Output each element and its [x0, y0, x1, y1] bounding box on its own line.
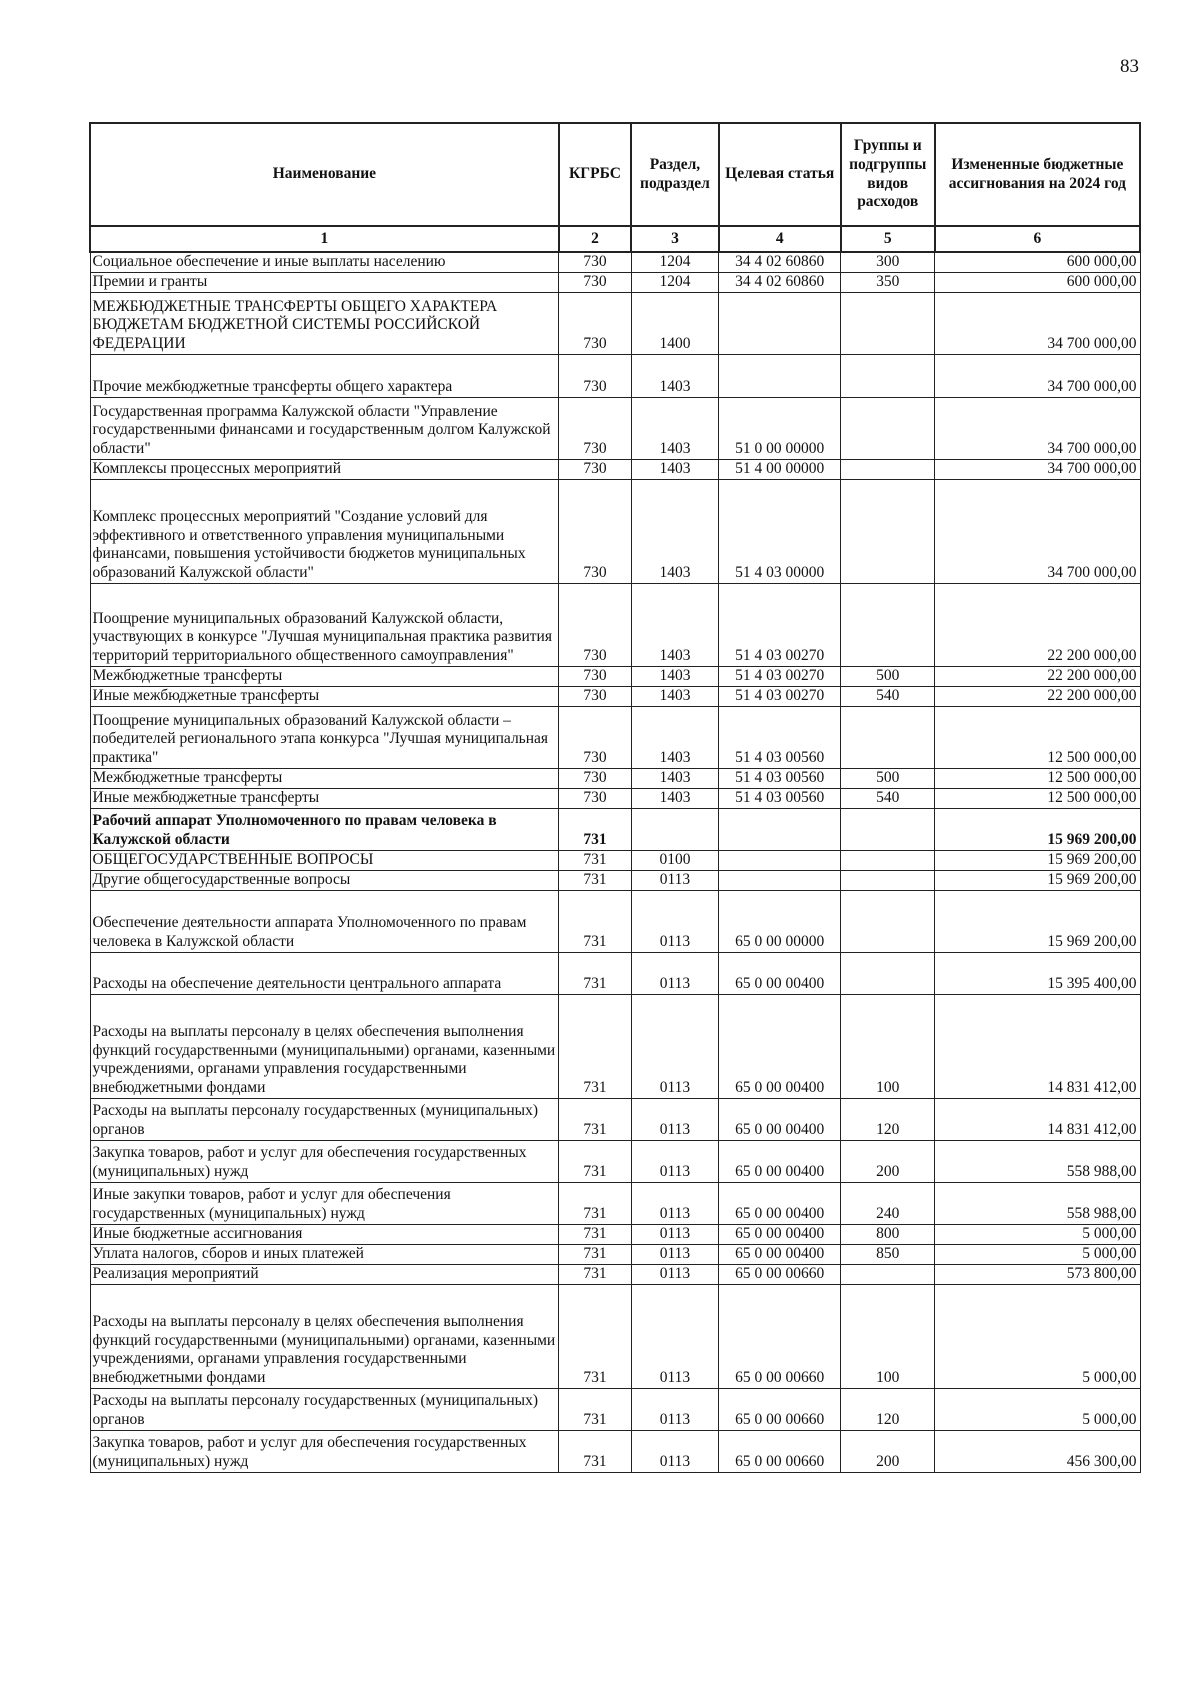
row-section: 0100: [631, 850, 719, 870]
row-section: 1403: [631, 686, 719, 706]
row-section: 1403: [631, 479, 719, 583]
table-row: [90, 479, 1140, 583]
row-group: 500: [841, 768, 935, 788]
column-number: 1: [90, 226, 559, 252]
row-section: 0113: [631, 1140, 719, 1182]
row-amount: 14 831 412,00: [935, 1098, 1140, 1140]
table-row: [90, 272, 1140, 292]
row-name: Прочие межбюджетные трансферты общего характера: [90, 354, 559, 397]
table-row: [90, 1264, 1140, 1284]
table-row: [90, 397, 1140, 459]
row-amount: 14 831 412,00: [935, 994, 1140, 1098]
row-kgrbs: 730: [559, 292, 631, 354]
row-target: 51 4 03 00560: [719, 706, 841, 768]
column-number: 4: [719, 226, 841, 252]
row-group: 800: [841, 1224, 935, 1244]
row-group: 100: [841, 994, 935, 1098]
row-name: Социальное обеспечение и иные выплаты населению: [90, 252, 559, 272]
row-section: 1204: [631, 252, 719, 272]
row-section: 0113: [631, 1264, 719, 1284]
row-amount: 15 969 200,00: [935, 870, 1140, 890]
row-target: [719, 808, 841, 850]
row-target: 65 0 00 00400: [719, 1140, 841, 1182]
row-section: 1204: [631, 272, 719, 292]
row-group: 540: [841, 788, 935, 808]
row-group: 240: [841, 1182, 935, 1224]
row-section: 0113: [631, 1244, 719, 1264]
row-kgrbs: 730: [559, 666, 631, 686]
row-target: [719, 354, 841, 397]
row-kgrbs: 730: [559, 706, 631, 768]
table-row: [90, 768, 1140, 788]
row-target: 65 0 00 00660: [719, 1284, 841, 1388]
row-kgrbs: 731: [559, 1284, 631, 1388]
row-target: 51 0 00 00000: [719, 397, 841, 459]
header-kgrbs: КГРБС: [559, 123, 631, 226]
row-target: 65 0 00 00400: [719, 1098, 841, 1140]
row-section: 1403: [631, 768, 719, 788]
row-name: Другие общегосударственные вопросы: [90, 870, 559, 890]
row-name: Расходы на выплаты персоналу в целях обеспечения выполнения функций государственными (муниципальными) органами, казенными учреждениями, органами управления государственными внебюджетными фондами: [90, 994, 559, 1098]
row-group: 100: [841, 1284, 935, 1388]
row-amount: 600 000,00: [935, 272, 1140, 292]
row-amount: 12 500 000,00: [935, 788, 1140, 808]
table-row: [90, 1098, 1140, 1140]
row-group: [841, 706, 935, 768]
row-kgrbs: 730: [559, 272, 631, 292]
row-section: [631, 808, 719, 850]
row-amount: 5 000,00: [935, 1284, 1140, 1388]
row-amount: 22 200 000,00: [935, 666, 1140, 686]
row-section: 0113: [631, 1224, 719, 1244]
row-target: 51 4 03 00270: [719, 686, 841, 706]
row-name: Премии и гранты: [90, 272, 559, 292]
row-target: 51 4 03 00270: [719, 583, 841, 666]
row-section: 1403: [631, 706, 719, 768]
row-target: 51 4 00 00000: [719, 459, 841, 479]
row-section: 0113: [631, 1388, 719, 1430]
row-name: Закупка товаров, работ и услуг для обеспечения государственных (муниципальных) нужд: [90, 1140, 559, 1182]
row-group: 200: [841, 1430, 935, 1472]
row-kgrbs: 731: [559, 1244, 631, 1264]
row-name: Поощрение муниципальных образований Калужской области, участвующих в конкурсе "Лучшая муниципальная практика развития территорий территориального общественного самоуправления": [90, 583, 559, 666]
row-group: 300: [841, 252, 935, 272]
header-name: Наименование: [90, 123, 559, 226]
table-row: [90, 870, 1140, 890]
row-section: 0113: [631, 1284, 719, 1388]
row-name: Реализация мероприятий: [90, 1264, 559, 1284]
header-target: Целевая статья: [719, 123, 841, 226]
row-name: Расходы на выплаты персоналу государственных (муниципальных) органов: [90, 1098, 559, 1140]
row-group: [841, 952, 935, 994]
row-group: [841, 479, 935, 583]
column-number: 6: [935, 226, 1140, 252]
row-name: Комплекс процессных мероприятий "Создание условий для эффективного и ответственного управления муниципальными финансами, повышения устойчивости бюджетов муниципальных образований Калужской области": [90, 479, 559, 583]
row-kgrbs: 730: [559, 354, 631, 397]
row-section: 0113: [631, 952, 719, 994]
row-amount: 456 300,00: [935, 1430, 1140, 1472]
row-target: [719, 870, 841, 890]
row-kgrbs: 731: [559, 808, 631, 850]
table-row: [90, 1244, 1140, 1264]
column-number: 3: [631, 226, 719, 252]
row-group: [841, 292, 935, 354]
row-kgrbs: 730: [559, 459, 631, 479]
row-name: Обеспечение деятельности аппарата Уполномоченного по правам человека в Калужской области: [90, 890, 559, 952]
row-group: 120: [841, 1098, 935, 1140]
row-group: [841, 850, 935, 870]
row-kgrbs: 731: [559, 850, 631, 870]
table-row: [90, 788, 1140, 808]
row-name: Рабочий аппарат Уполномоченного по правам человека в Калужской области: [90, 808, 559, 850]
row-kgrbs: 731: [559, 1388, 631, 1430]
row-kgrbs: 730: [559, 768, 631, 788]
table-row: [90, 354, 1140, 397]
page-number: 83: [1120, 56, 1139, 77]
row-amount: 573 800,00: [935, 1264, 1140, 1284]
row-section: 0113: [631, 1182, 719, 1224]
row-group: 120: [841, 1388, 935, 1430]
row-amount: 22 200 000,00: [935, 686, 1140, 706]
row-amount: 5 000,00: [935, 1388, 1140, 1430]
row-group: 200: [841, 1140, 935, 1182]
row-target: 65 0 00 00400: [719, 1224, 841, 1244]
row-section: 0113: [631, 994, 719, 1098]
row-target: [719, 850, 841, 870]
row-group: 500: [841, 666, 935, 686]
table-row: [90, 1284, 1140, 1388]
row-section: 1403: [631, 397, 719, 459]
row-name: Комплексы процессных мероприятий: [90, 459, 559, 479]
row-target: 65 0 00 00000: [719, 890, 841, 952]
row-group: [841, 459, 935, 479]
row-group: [841, 870, 935, 890]
row-amount: 5 000,00: [935, 1224, 1140, 1244]
row-name: Иные межбюджетные трансферты: [90, 686, 559, 706]
row-target: 51 4 03 00270: [719, 666, 841, 686]
row-section: 0113: [631, 1098, 719, 1140]
table-row: [90, 292, 1140, 354]
row-amount: 34 700 000,00: [935, 354, 1140, 397]
row-kgrbs: 731: [559, 1264, 631, 1284]
row-kgrbs: 731: [559, 870, 631, 890]
row-group: 850: [841, 1244, 935, 1264]
row-amount: 34 700 000,00: [935, 397, 1140, 459]
row-section: 1403: [631, 666, 719, 686]
row-kgrbs: 731: [559, 1430, 631, 1472]
table-row: [90, 808, 1140, 850]
row-group: [841, 397, 935, 459]
row-section: 1403: [631, 788, 719, 808]
row-group: [841, 1264, 935, 1284]
table-row: [90, 252, 1140, 272]
row-amount: 600 000,00: [935, 252, 1140, 272]
row-name: Межбюджетные трансферты: [90, 666, 559, 686]
row-name: Поощрение муниципальных образований Калужской области – победителей регионального этапа конкурса "Лучшая муниципальная практика": [90, 706, 559, 768]
row-target: 65 0 00 00400: [719, 1182, 841, 1224]
table-row: [90, 1224, 1140, 1244]
row-target: 34 4 02 60860: [719, 272, 841, 292]
column-number: 5: [841, 226, 935, 252]
row-kgrbs: 730: [559, 252, 631, 272]
row-kgrbs: 730: [559, 397, 631, 459]
row-group: [841, 808, 935, 850]
row-group: 350: [841, 272, 935, 292]
row-target: 65 0 00 00400: [719, 1244, 841, 1264]
row-amount: 15 395 400,00: [935, 952, 1140, 994]
budget-table: [89, 122, 1141, 1473]
row-section: 0113: [631, 1430, 719, 1472]
row-amount: 558 988,00: [935, 1182, 1140, 1224]
row-name: Иные межбюджетные трансферты: [90, 788, 559, 808]
table-row: [90, 850, 1140, 870]
row-name: Государственная программа Калужской области "Управление государственными финансами и государственным долгом Калужской области": [90, 397, 559, 459]
table-row: [90, 1430, 1140, 1472]
row-section: 1403: [631, 459, 719, 479]
row-kgrbs: 731: [559, 994, 631, 1098]
row-amount: 15 969 200,00: [935, 808, 1140, 850]
row-name: Расходы на выплаты персоналу государственных (муниципальных) органов: [90, 1388, 559, 1430]
row-name: Межбюджетные трансферты: [90, 768, 559, 788]
row-name: Уплата налогов, сборов и иных платежей: [90, 1244, 559, 1264]
column-number: 2: [559, 226, 631, 252]
row-name: Закупка товаров, работ и услуг для обеспечения государственных (муниципальных) нужд: [90, 1430, 559, 1472]
header-group: Группы и подгруппы видов расходов: [841, 123, 935, 226]
row-target: 65 0 00 00400: [719, 994, 841, 1098]
table-row: [90, 1388, 1140, 1430]
row-amount: 34 700 000,00: [935, 292, 1140, 354]
row-amount: 34 700 000,00: [935, 479, 1140, 583]
row-amount: 558 988,00: [935, 1140, 1140, 1182]
row-target: [719, 292, 841, 354]
row-kgrbs: 730: [559, 788, 631, 808]
table-row: [90, 706, 1140, 768]
header-section: Раздел, подраздел: [631, 123, 719, 226]
table-row: [90, 583, 1140, 666]
row-group: [841, 890, 935, 952]
row-name: Иные бюджетные ассигнования: [90, 1224, 559, 1244]
table-row: [90, 952, 1140, 994]
row-target: 51 4 03 00000: [719, 479, 841, 583]
row-amount: 5 000,00: [935, 1244, 1140, 1264]
row-name: Иные закупки товаров, работ и услуг для обеспечения государственных (муниципальных) нужд: [90, 1182, 559, 1224]
row-kgrbs: 730: [559, 583, 631, 666]
row-kgrbs: 731: [559, 952, 631, 994]
row-kgrbs: 730: [559, 686, 631, 706]
table-row: [90, 459, 1140, 479]
row-target: 51 4 03 00560: [719, 788, 841, 808]
row-amount: 15 969 200,00: [935, 850, 1140, 870]
row-name: Расходы на выплаты персоналу в целях обеспечения выполнения функций государственными (муниципальными) органами, казенными учреждениями, органами управления государственными внебюджетными фондами: [90, 1284, 559, 1388]
table-row: [90, 890, 1140, 952]
row-section: 0113: [631, 890, 719, 952]
row-kgrbs: 730: [559, 479, 631, 583]
row-group: [841, 354, 935, 397]
row-kgrbs: 731: [559, 1182, 631, 1224]
table-row: [90, 1140, 1140, 1182]
row-name: МЕЖБЮДЖЕТНЫЕ ТРАНСФЕРТЫ ОБЩЕГО ХАРАКТЕРА БЮДЖЕТАМ БЮДЖЕТНОЙ СИСТЕМЫ РОССИЙСКОЙ ФЕДЕРАЦИИ: [90, 292, 559, 354]
table-row: [90, 686, 1140, 706]
row-target: 65 0 00 00660: [719, 1264, 841, 1284]
row-target: 34 4 02 60860: [719, 252, 841, 272]
row-kgrbs: 731: [559, 1140, 631, 1182]
row-section: 1400: [631, 292, 719, 354]
row-section: 1403: [631, 354, 719, 397]
table-row: [90, 994, 1140, 1098]
row-amount: 15 969 200,00: [935, 890, 1140, 952]
table-row: [90, 666, 1140, 686]
row-target: 65 0 00 00400: [719, 952, 841, 994]
row-section: 1403: [631, 583, 719, 666]
table-row: [90, 1182, 1140, 1224]
row-amount: 12 500 000,00: [935, 706, 1140, 768]
row-amount: 22 200 000,00: [935, 583, 1140, 666]
row-group: [841, 583, 935, 666]
row-kgrbs: 731: [559, 890, 631, 952]
row-name: ОБЩЕГОСУДАРСТВЕННЫЕ ВОПРОСЫ: [90, 850, 559, 870]
row-amount: 34 700 000,00: [935, 459, 1140, 479]
row-target: 65 0 00 00660: [719, 1430, 841, 1472]
row-amount: 12 500 000,00: [935, 768, 1140, 788]
row-target: 65 0 00 00660: [719, 1388, 841, 1430]
row-name: Расходы на обеспечение деятельности центрального аппарата: [90, 952, 559, 994]
header-amount: Измененные бюджетные ассигнования на 2024 год: [935, 123, 1140, 226]
row-kgrbs: 731: [559, 1098, 631, 1140]
row-target: 51 4 03 00560: [719, 768, 841, 788]
row-group: 540: [841, 686, 935, 706]
row-kgrbs: 731: [559, 1224, 631, 1244]
row-section: 0113: [631, 870, 719, 890]
